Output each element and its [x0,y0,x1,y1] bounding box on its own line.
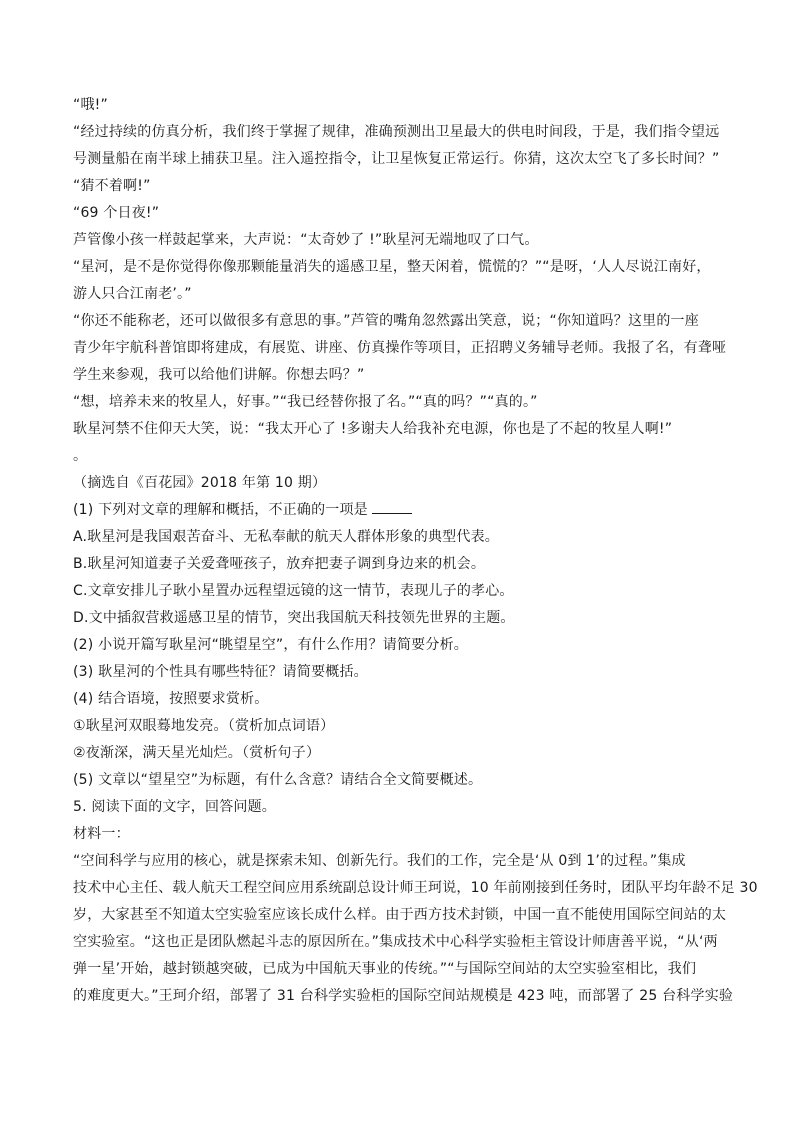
text-line: “69 个日夜!” [73,205,160,221]
text-line: 岁，大家甚至不知道太空实验室应该长成什么样。由于西方技术封锁，中国一直不能使用国际空间站的太 [73,907,727,923]
source-citation: （摘选自《百花园》2018 年第 10 期） [73,475,327,491]
material-label: 材料一： [73,826,130,842]
question-3: (3) 耿星河的个性具有哪些特征？请简要概括。 [73,664,368,680]
text-line: 学生来参观，我可以给他们讲解。你想去吗？” [73,367,365,383]
option-d: D.文中插叙营救遥感卫星的情节，突出我国航天科技领先世界的主题。 [73,610,515,626]
question-4: (4) 结合语境，按照要求赏析。 [73,691,269,707]
text-line: “哦!” [73,97,108,113]
option-a: A.耿星河是我国艰苦奋斗、无私奉献的航天人群体形象的典型代表。 [73,529,499,545]
text-line: “你还不能称老，还可以做很多有意思的事。”芦管的嘴角忽然露出笑意，说；“你知道吗？这里的一座 [73,313,699,329]
question-2: (2) 小说开篇写耿星河“眺望星空”，有什么作用？请简要分析。 [73,637,468,653]
question-4-item-2: ②夜渐深，满天星光灿烂。（赏析句子） [73,745,321,761]
text-line: 。 [73,448,88,464]
question-5: (5) 文章以“望星空”为标题，有什么含意？请结合全文简要概述。 [73,772,483,788]
text-line: “经过持续的仿真分析，我们终于掌握了规律，准确预测出卫星最大的供电时间段，于是，我们指令望远 [73,124,720,140]
option-b: B.耿星河知道妻子关爱聋哑孩子，放弃把妻子调到身边来的机会。 [73,556,486,572]
text-line: 耿星河禁不住仰天大笑，说：“我太开心了 !多谢夫人给我补充电源，你也是了不起的牧星人啊!” [73,421,673,437]
text-line: “星河，是不是你觉得你像那颗能量消失的遥感卫星，整天闲着，慌慌的？”“是呀，‘人人尽说江南好， [73,259,711,275]
answer-blank [372,501,412,514]
option-c: C.文章安排儿子耿小星置办远程望远镜的这一情节，表现儿子的孝心。 [73,583,514,599]
question-4-item-1: ①耿星河双眼蓦地发亮。（赏析加点词语） [73,718,335,734]
text-line: 青少年宇航科普馆即将建成，有展览、讲座、仿真操作等项目，正招聘义务辅导老师。我报了名，有聋哑 [73,340,727,356]
text-line: 的难度更大。”王珂介绍，部署了 31 台科学实验柜的国际空间站规模是 423 吨，而部署了 25 台科学实验 [73,988,734,1004]
question-1-text: (1) 下列对文章的理解和概括，不正确的一项是 [73,502,368,518]
text-line: 号测量船在南半球上捕获卫星。注入遥控指令，让卫星恢复正常运行。你猜，这次太空飞了多长时间？” [73,151,720,167]
text-line: 空实验室。“这也正是团队燃起斗志的原因所在。”集成技术中心科学实验柜主管设计师唐善平说，“从‘两 [73,934,718,950]
text-line: “空间科学与应用的核心，就是探索未知、创新先行。我们的工作，完全是‘从 0到 1’的过程。”集成 [73,853,686,869]
text-line: 游人只合江南老’。” [73,286,192,302]
section-heading: 5. 阅读下面的文字，回答问题。 [73,799,277,815]
text-line: 弹一星’开始，越封锁越突破，已成为中国航天事业的传统。”“与国际空间站的太空实验室相比，我们 [73,961,697,977]
text-line: “猜不着啊!” [73,178,151,194]
text-line: “想，培养未来的牧星人，好事。”“我已经替你报了名。”“真的吗？”“真的。” [73,394,538,410]
text-line: 芦管像小孩一样鼓起掌来，大声说：“太奇妙了 !”耿星河无端地叹了口气。 [73,232,539,248]
question-1 [73,501,723,519]
text-line: 技术中心主任、载人航天工程空间应用系统副总设计师王珂说，10 年前刚接到任务时，团队平均年龄不足 30 [73,880,758,896]
